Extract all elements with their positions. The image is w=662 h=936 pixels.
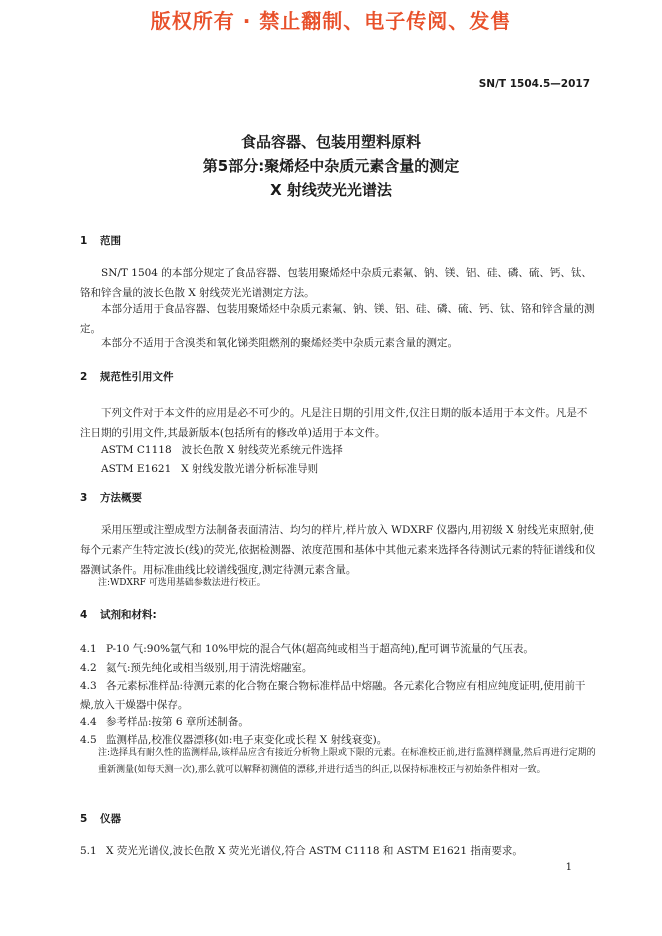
- item-4-3: [80, 677, 596, 715]
- section-title: 方法概要: [100, 492, 142, 504]
- item-text: 氦气:预先纯化或相当级别,用于清洗熔融室。: [106, 662, 313, 674]
- section-number: 5: [80, 813, 88, 825]
- section-5-heading: [80, 811, 121, 826]
- copyright-banner: 版权所有 · 禁止翻制、电子传阅、发售: [150, 9, 512, 33]
- section-3-paragraph-1: 采用压塑或注塑成型方法制备表面清洁、均匀的样片,样片放入 WDXRF 仪器内,用初级 X 射线光束照射,使每个元素产生特定波长(线)的荧光,依据检测器、浓度范围和基体中其他元素来选择各待测试元素的特征谱线和仪器测试条件。用标准曲线比较谱线强度,测定待测元素含量。: [80, 524, 596, 576]
- standard-number: SN/T 1504.5—2017: [478, 78, 590, 90]
- item-number: 4.3: [80, 680, 97, 692]
- item-number: 5.1: [80, 845, 97, 857]
- section-1-paragraph-3: 本部分不适用于含溴类和氧化锑类阻燃剂的聚烯烃类中杂质元素含量的测定。: [101, 337, 458, 349]
- item-text: 监测样品,校准仪器漂移(如:电子束变化或长程 X 射线衰变)。: [106, 734, 388, 746]
- item-text: 各元素标准样品:待测元素的化合物在聚合物标准样品中熔融。各元素化合物应有相应纯度证明,使用前干燥,放入干燥器中保存。: [80, 680, 586, 711]
- title-line-3: X 射线荧光光谱法: [270, 181, 392, 199]
- section-number: 1: [80, 235, 88, 247]
- page-number: 1: [565, 862, 572, 873]
- section-1-paragraph-1: SN/T 1504 的本部分规定了食品容器、包装用聚烯烃中杂质元素氟、钠、镁、铝、硅、磷、硫、钙、钛、铬和锌含量的波长色散 X 射线荧光光谱测定方法。: [80, 267, 592, 299]
- item-number: 4.2: [80, 662, 97, 674]
- section-number: 4: [80, 609, 88, 621]
- item-number: 4.1: [80, 643, 97, 655]
- section-4-note: 注:选择具有耐久性的监测样品,该样品应含有接近分析物上限或下限的元素。在标准校正前,进行监测样测量,然后再进行定期的重新测量(如每天测一次),那么就可以解释初测值的漂移,并进行适当的纠正,以保持标准校正与初始条件相对一致。: [98, 748, 596, 775]
- item-text: X 荧光光谱仪,波长色散 X 荧光光谱仪,符合 ASTM C1118 和 ASTM E1621 指南要求。: [106, 845, 523, 857]
- section-title: 试剂和材料:: [100, 609, 157, 621]
- section-4-heading: [80, 607, 157, 622]
- item-number: 4.4: [80, 716, 97, 728]
- item-5-1: [80, 842, 596, 861]
- section-1-heading: [80, 233, 121, 248]
- reference-astm-e1621: ASTM E1621 X 射线发散光谱分析标准导则: [101, 463, 319, 475]
- section-title: 范围: [100, 235, 121, 247]
- item-text: 参考样品:按第 6 章所述制备。: [106, 716, 249, 728]
- section-3-note: 注:WDXRF 可选用基础参数法进行校正。: [98, 578, 266, 588]
- item-4-2: [80, 659, 596, 678]
- section-2-heading: [80, 369, 174, 384]
- section-title: 仪器: [100, 813, 121, 825]
- section-1-paragraph-2: 本部分适用于食品容器、包装用聚烯烃中杂质元素氟、钠、镁、铝、硅、磷、硫、钙、钛、铬和锌含量的测定。: [80, 303, 595, 335]
- title-line-1: 食品容器、包装用塑料原料: [240, 133, 421, 151]
- reference-astm-c1118: ASTM C1118 波长色散 X 射线荧光系统元件选择: [101, 444, 343, 456]
- item-number: 4.5: [80, 734, 97, 746]
- section-3-heading: [80, 490, 142, 505]
- title-line-2: 第5部分:聚烯烃中杂质元素含量的测定: [202, 157, 460, 175]
- section-title: 规范性引用文件: [100, 371, 174, 383]
- item-4-1: [80, 640, 596, 659]
- section-number: 3: [80, 492, 88, 504]
- item-4-4: [80, 713, 596, 732]
- section-2-paragraph-1: 下列文件对于本文件的应用是必不可少的。凡是注日期的引用文件,仅注日期的版本适用于本文件。凡是不注日期的引用文件,其最新版本(包括所有的修改单)适用于本文件。: [80, 407, 588, 439]
- section-number: 2: [80, 371, 88, 383]
- item-text: P-10 气:90%氩气和 10%甲烷的混合气体(超高纯或相当于超高纯),配可调节流量的气压表。: [106, 643, 534, 655]
